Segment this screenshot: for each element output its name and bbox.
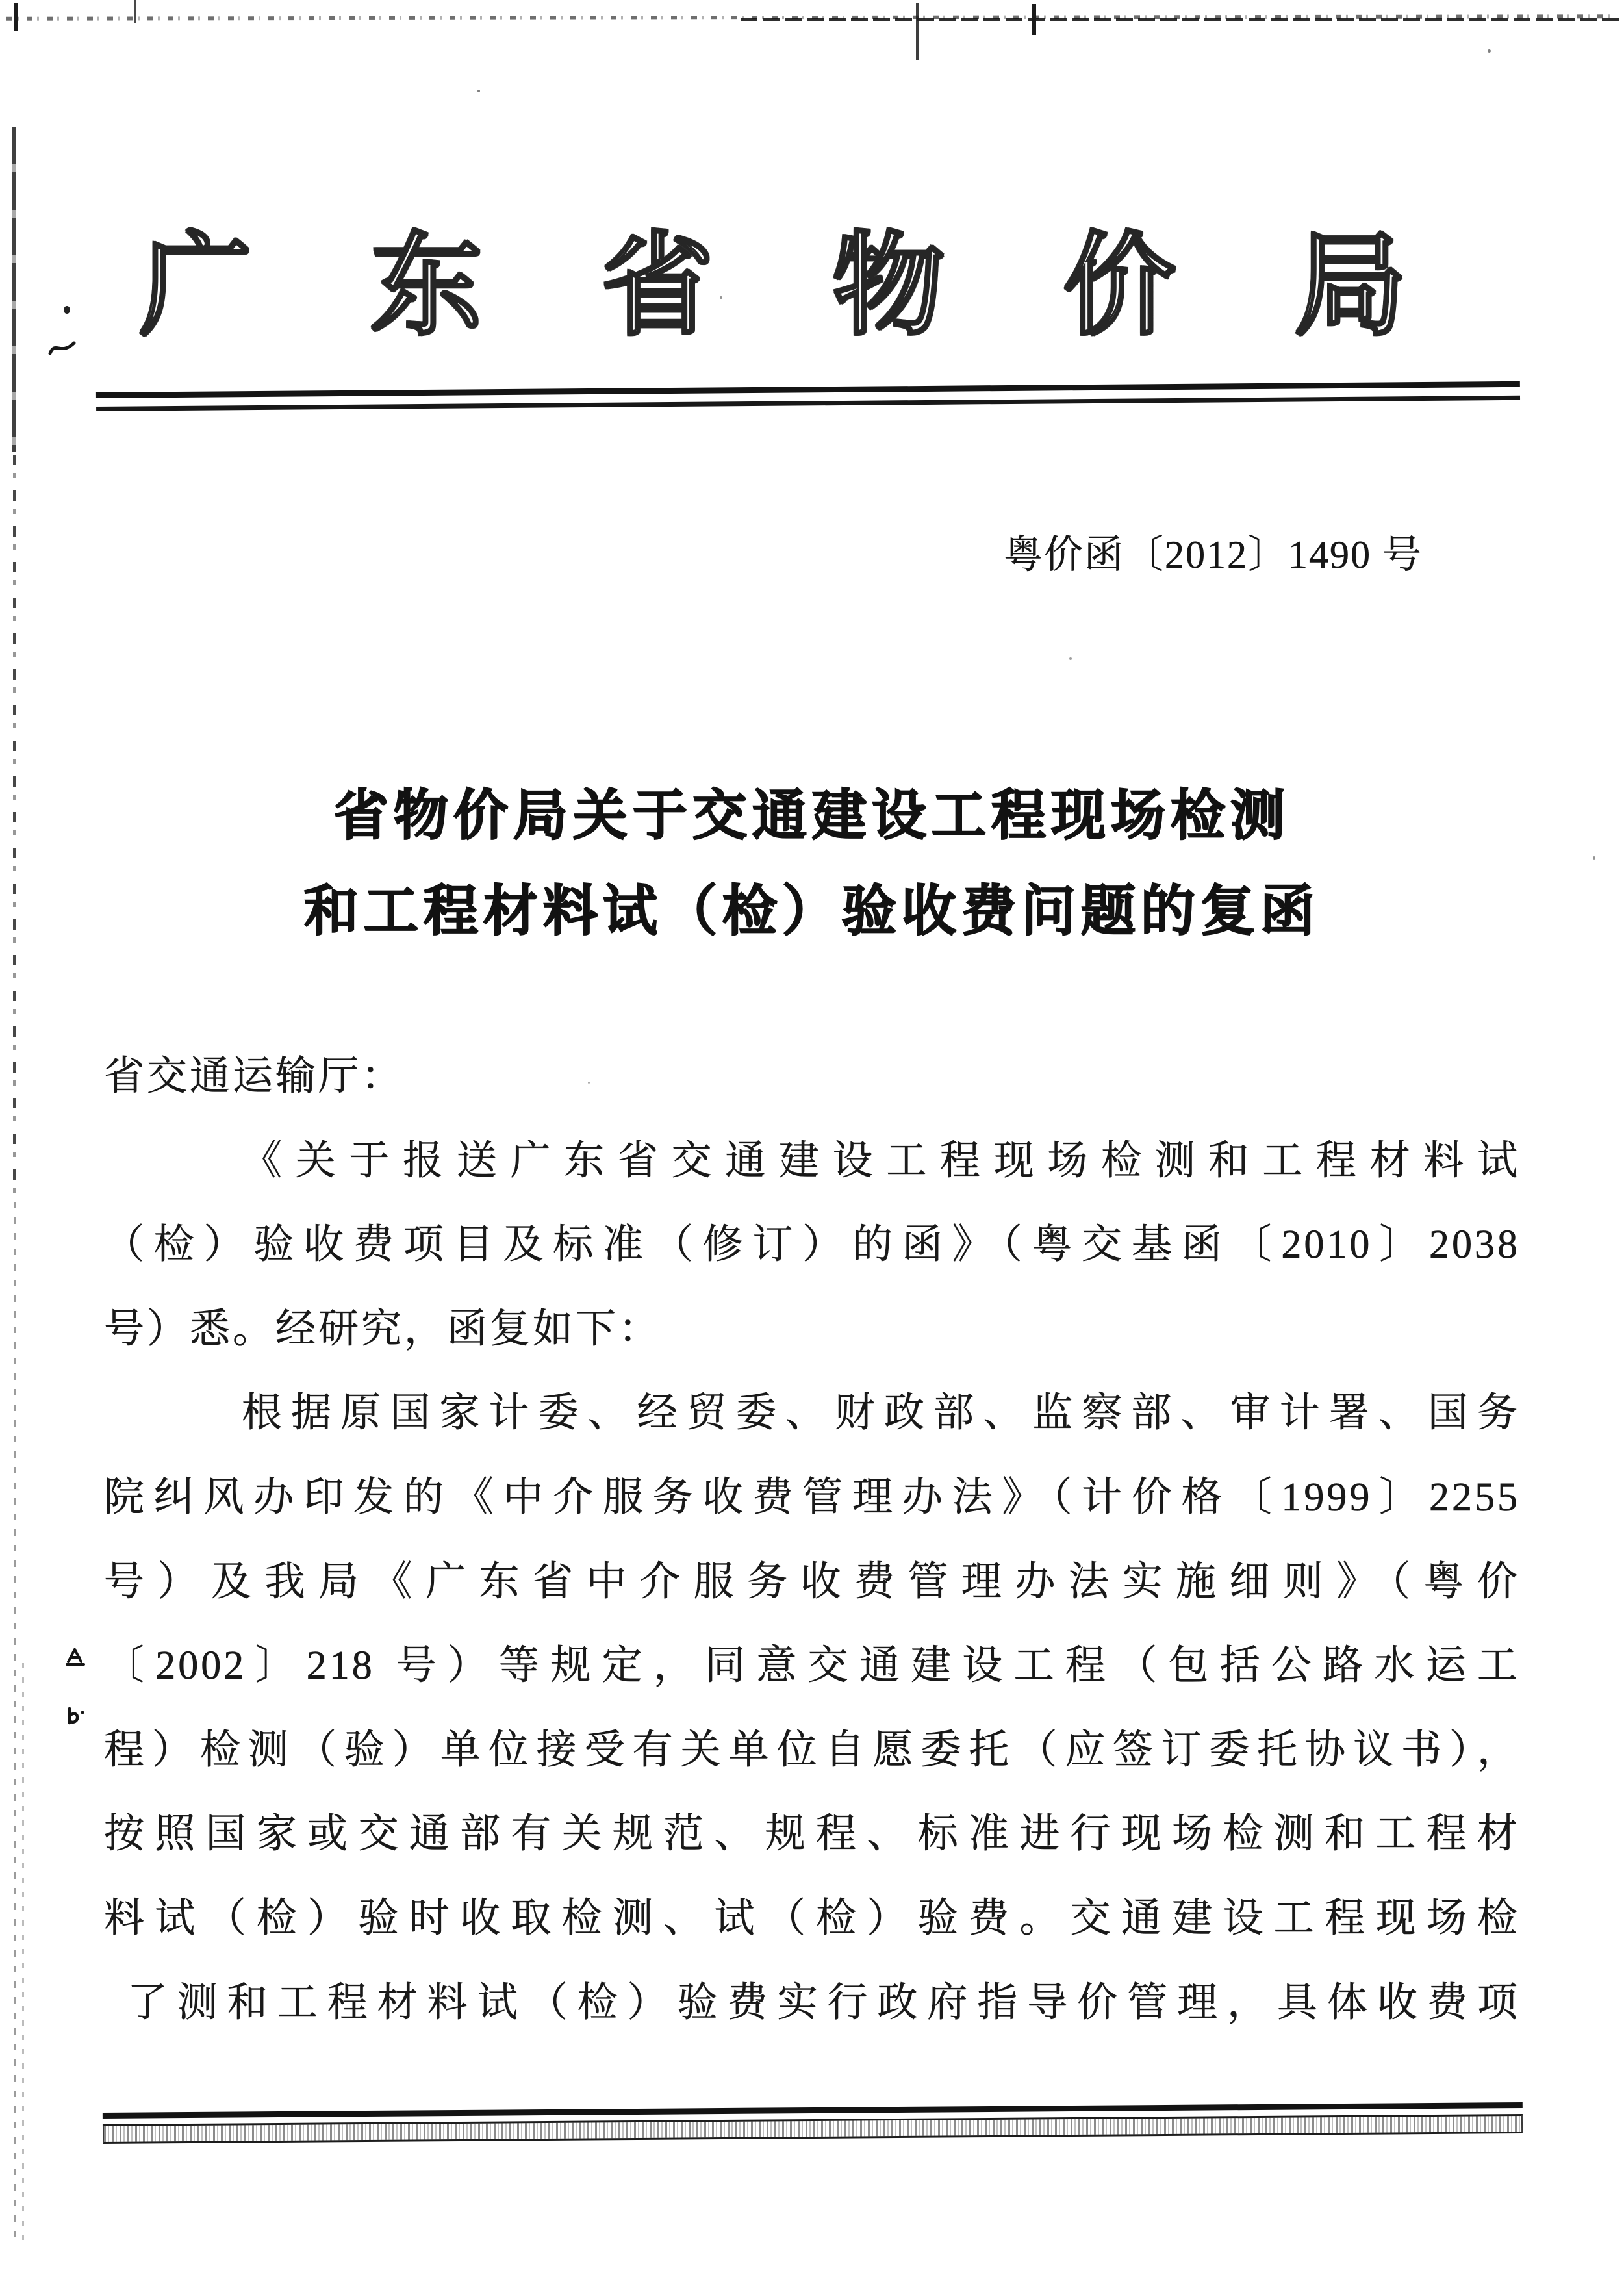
body-line: 程）检测（验）单位接受有关单位自愿委托（应签订委托协议书）， (104, 1728, 1520, 1772)
letterhead-double-rule (96, 381, 1520, 411)
scan-noise-top-line-dark (741, 18, 1624, 21)
scan-left-edge-line (14, 1202, 16, 2241)
letterhead-char: 东 (370, 225, 483, 349)
handwritten-mark-b (65, 1707, 87, 1727)
letterhead-agency-name (140, 225, 1406, 349)
body-line-salutation: 省交通运输厅： (104, 1054, 405, 1099)
body-line: （检）验收费项目及标准（修订）的函》（粤交基函〔2010〕2038 (104, 1223, 1520, 1267)
rule-line-thick (96, 381, 1520, 398)
document-title-line1: 省物价局关于交通建设工程现场检测 (333, 786, 1290, 847)
scan-tick-mark (134, 0, 136, 23)
body-line: 料试（检）验时收取检测、试（检）验费。交通建设工程现场检 (104, 1896, 1520, 1941)
rule-line-thin (96, 396, 1520, 411)
letterhead-char: 价 (1063, 225, 1176, 349)
scan-speck (1069, 657, 1072, 660)
body-line: 《关于报送广东省交通建设工程现场检测和工程材料试 (242, 1139, 1520, 1183)
handwritten-squiggle-mark (48, 338, 77, 359)
body-line: 根据原国家计委、经贸委、财政部、监察部、审计署、国务 (242, 1391, 1520, 1435)
document-reference-number: 粤价函〔2012〕1490 号 (1004, 533, 1423, 576)
handwritten-mark-a (65, 1648, 87, 1667)
letterhead-char: 物 (832, 225, 945, 349)
letterhead-char: 局 (1294, 225, 1406, 349)
scan-tick-mark (1032, 4, 1036, 35)
body-line: 号）悉。经研究，函复如下： (104, 1307, 662, 1351)
body-line: 了测和工程材料试（检）验费实行政府指导价管理，具体收费项 (127, 1981, 1520, 2025)
rule-band-textured (103, 2114, 1523, 2144)
scan-left-edge-line (12, 127, 16, 452)
scan-tick-mark (916, 3, 919, 60)
footer-double-rule (103, 2102, 1523, 2144)
scan-speck (477, 90, 480, 92)
handwritten-dot-mark (62, 305, 71, 314)
scan-speck (1593, 856, 1595, 860)
scan-tick-mark (14, 3, 18, 31)
document-title-line2: 和工程材料试（检）验收费问题的复函 (303, 882, 1320, 942)
scan-speck (1488, 49, 1491, 53)
body-line: 按照国家或交通部有关规范、规程、标准进行现场检测和工程材 (104, 1812, 1520, 1856)
body-line: 号）及我局《广东省中介服务收费管理办法实施细则》（粤价 (104, 1560, 1520, 1604)
body-line: 院纠风办印发的《中介服务收费管理办法》（计价格〔1999〕2255 (104, 1475, 1520, 1520)
body-line: 〔2002〕218 号）等规定，同意交通建设工程（包括公路水运工 (104, 1644, 1520, 1688)
scan-left-edge-line (22, 1663, 24, 2248)
letterhead-char: 省 (602, 225, 714, 349)
letterhead-char: 广 (140, 225, 251, 349)
